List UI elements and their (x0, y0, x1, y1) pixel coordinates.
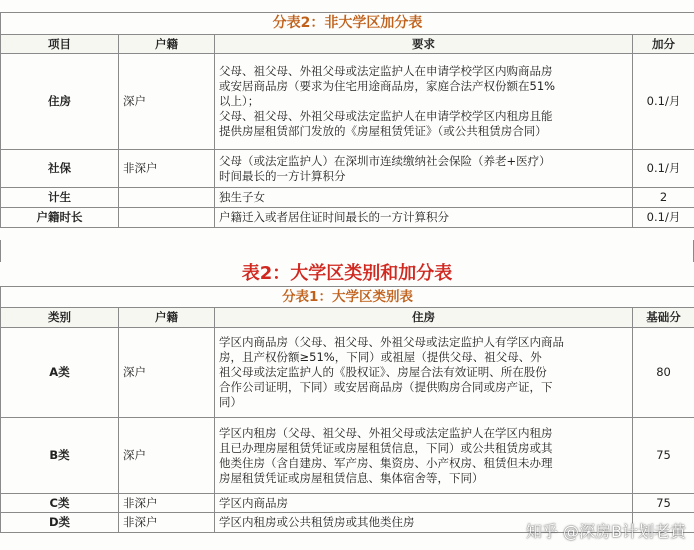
huji-cell: 深户 (119, 54, 215, 150)
requirement-line: 父母（或法定监护人）在深圳市连续缴纳社会保险（养老+医疗） (219, 153, 551, 168)
housing-line: 房屋租赁凭证或房屋租赁信息、集体宿舍等，下同） (219, 470, 484, 485)
category-cell: A类 (1, 328, 119, 418)
requirement-line: 或安居商品房（要求为住宅用途商品房，家庭合法产权份额在51% (219, 79, 556, 93)
table2-header: 类别 (1, 308, 119, 328)
category-cell: C类 (1, 494, 119, 513)
housing-cell (215, 328, 633, 418)
non-district-score-table (0, 12, 694, 228)
huji-cell (119, 208, 215, 228)
housing-line: 学区内商品房（父母、祖父母、外祖父母或法定监护人有学区内商品 (219, 335, 564, 349)
housing-cell (215, 494, 633, 513)
table1-title-row (1, 13, 694, 35)
requirement-cell (215, 150, 633, 188)
huji-cell: 非深户 (119, 494, 215, 513)
table2-main-title: 表2：大学区类别和加分表 (241, 263, 453, 284)
table1-header: 加分 (633, 35, 694, 54)
requirement-line: 以上）； (219, 94, 260, 108)
table1-title: 分表2：非大学区加分表 (1, 13, 694, 35)
housing-line: 他类住房（含自建房、军产房、集资房、小产权房、租赁但未办理 (219, 455, 553, 470)
category-cell: B类 (1, 418, 119, 494)
huji-cell (119, 188, 215, 208)
table-row (1, 150, 694, 188)
huji-cell: 非深户 (119, 150, 215, 188)
item-cell: 社保 (1, 150, 119, 188)
housing-line: 祖父母或法定监护人的《股权证》、房屋合法有效证明、所在股份 (219, 365, 547, 379)
requirement-line: 户籍迁入或者居住证时间最长的一方计算积分 (219, 210, 449, 224)
category-cell: D类 (1, 513, 119, 533)
table-row (1, 418, 694, 494)
score-cell: 0.1/月 (633, 208, 694, 228)
housing-line: 学区内商品房 (219, 495, 288, 510)
table-row (1, 188, 694, 208)
score-cell: 2 (633, 188, 694, 208)
score-cell: 0.1/月 (633, 150, 694, 188)
table2-header: 户籍 (119, 308, 215, 328)
table2-header-row (1, 308, 694, 328)
housing-cell (215, 418, 633, 494)
huji-cell: 深户 (119, 418, 215, 494)
housing-line: 合作公司证明，下同）或安居商品房（提供购房合同或房产证，下 (219, 380, 553, 394)
table-row (1, 328, 694, 418)
table2-subtitle: 分表1：大学区类别表 (1, 287, 694, 308)
huji-cell: 非深户 (119, 513, 215, 533)
table-row (1, 54, 694, 150)
housing-line: 房，且产权份额≥51%，下同）或祖屋（提供父母、祖父母、外 (219, 350, 542, 364)
housing-line: 且已办理房屋租赁凭证或房屋租赁信息，下同）或公共租赁房或其 (219, 440, 553, 455)
table1-header: 要求 (215, 35, 633, 54)
requirement-line: 独生子女 (219, 190, 265, 204)
housing-line: 学区内租房或公共租赁房或其他类住房 (219, 515, 415, 529)
score-cell: 75 (633, 494, 694, 513)
table1-header-row (1, 35, 694, 54)
requirement-line: 父母、祖父母、外祖父母或法定监护人在申请学校学区内租房且能 (219, 109, 553, 123)
district-category-table (0, 286, 694, 533)
requirement-line: 父母、祖父母、外祖父母或法定监护人在申请学校学区内购商品房 (219, 64, 553, 78)
table2-header: 住房 (215, 308, 633, 328)
huji-cell: 深户 (119, 328, 215, 418)
item-cell: 户籍时长 (1, 208, 119, 228)
table-row (1, 494, 694, 513)
zhihu-watermark: 知乎 @深房B计划老黄 (525, 522, 686, 541)
table-row (1, 208, 694, 228)
table2-header: 基础分 (633, 308, 694, 328)
score-cell: 0.1/月 (633, 54, 694, 150)
item-cell: 计生 (1, 188, 119, 208)
item-cell: 住房 (1, 54, 119, 150)
requirement-cell (215, 208, 633, 228)
requirement-line: 提供房屋租赁部门发放的《房屋租赁凭证》（或公共租赁房合同） (219, 124, 547, 138)
table2-subtitle-row (1, 287, 694, 308)
score-cell: 80 (633, 328, 694, 418)
requirement-cell (215, 188, 633, 208)
table-gap (0, 240, 694, 262)
table1-header: 项目 (1, 35, 119, 54)
requirement-line: 时间最长的一方计算积分 (219, 168, 346, 183)
housing-line: 学区内租房（父母、祖父母、外祖父母或法定监护人在学区内租房 (219, 425, 553, 440)
housing-line: 同） (219, 395, 242, 409)
table1-header: 户籍 (119, 35, 215, 54)
score-cell: 75 (633, 418, 694, 494)
requirement-cell (215, 54, 633, 150)
